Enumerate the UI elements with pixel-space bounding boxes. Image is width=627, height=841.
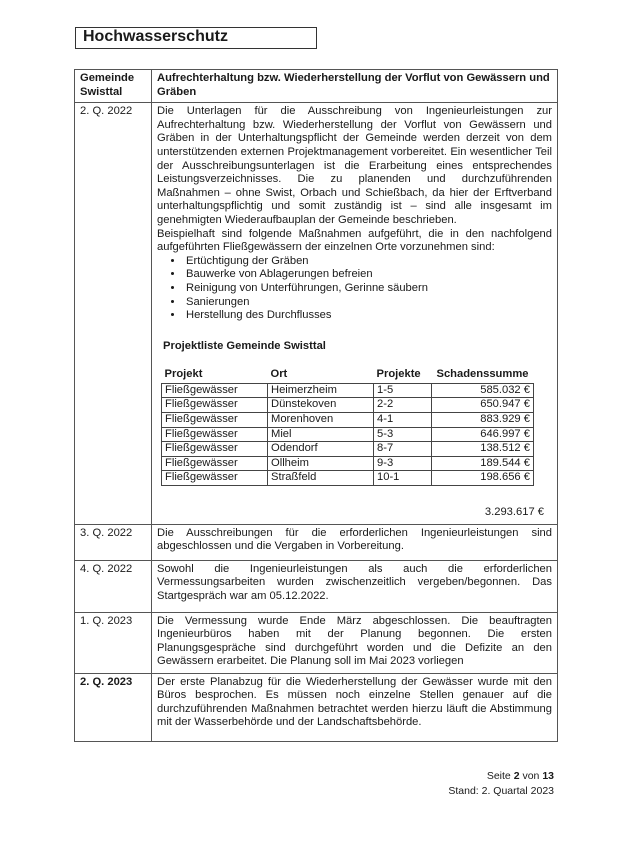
project-count: 1-5 xyxy=(374,383,432,398)
project-place: Morenhoven xyxy=(268,413,374,428)
project-damage: 650.947 € xyxy=(432,398,534,413)
project-row xyxy=(162,471,534,486)
project-damage: 585.032 € xyxy=(432,383,534,398)
project-type: Fließgewässer xyxy=(162,413,268,428)
total-damage: 3.293.617 € xyxy=(484,506,544,519)
header-municipality: Gemeinde Swisttal xyxy=(75,70,152,103)
project-col-header: Projekte xyxy=(376,368,421,381)
project-count: 4-1 xyxy=(374,413,432,428)
project-row xyxy=(162,427,534,442)
project-damage: 138.512 € xyxy=(432,442,534,457)
project-place: Straßfeld xyxy=(268,471,374,486)
table-row xyxy=(75,673,558,741)
quarter-label: 3. Q. 2022 xyxy=(75,524,152,560)
entry-cell xyxy=(152,103,558,524)
project-damage: 646.997 € xyxy=(432,427,534,442)
project-damage: 189.544 € xyxy=(432,456,534,471)
table-row xyxy=(75,524,558,560)
list-item: • Reinigung von Unterführungen, Gerinne säubern xyxy=(184,282,552,296)
project-type: Fließgewässer xyxy=(162,427,268,442)
project-row xyxy=(162,456,534,471)
page-current: 2 xyxy=(513,770,520,782)
project-type: Fließgewässer xyxy=(162,398,268,413)
project-count: 8-7 xyxy=(374,442,432,457)
project-type: Fließgewässer xyxy=(162,471,268,486)
table-row xyxy=(75,612,558,673)
table-header-row xyxy=(75,70,558,103)
project-type: Fließgewässer xyxy=(162,383,268,398)
entry-text: Sowohl die Ingenieurleistungen als auch die erforderlichen Vermessungsarbeiten wurden zwischenzeitlich vergeben/begonnen. Das Startgespräch war am 05.12.2022. xyxy=(152,560,558,612)
status-line: Stand: 2. Quartal 2023 xyxy=(448,785,554,797)
project-place: Heimerzheim xyxy=(268,383,374,398)
project-col-header: Projekt xyxy=(164,368,203,381)
project-row xyxy=(162,398,534,413)
quarter-label: 2. Q. 2023 xyxy=(75,673,152,741)
quarter-label: 1. Q. 2023 xyxy=(75,612,152,673)
quarter-label: 4. Q. 2022 xyxy=(75,560,152,612)
project-damage: 883.929 € xyxy=(432,413,534,428)
project-place: Miel xyxy=(268,427,374,442)
table-row xyxy=(75,103,558,524)
entry-text: Die Unterlagen für die Ausschreibung von Ingenieurleistungen zur Aufrechterhaltung bzw. Wiederherstellung der Vorflut von Gewässern und Gräben in der Unterhaltungspflicht der Gemeinde werden derzeit von dem unterstützenden externen Projektmanagement vorbereitet. Ein wesentlicher Teil der Ausschreibungsunterlagen ist die Erarbeitung eines entsprechendes Leistungsverzeichnisses. Die zu planenden und durchzuführenden Maßnahmen – ohne Swist, Orbach und Schießbach, da hier der Erftverband unterhaltungspflichtig und somit zuständig ist – sind alle insgesamt im genehmigten Wiederaufbauplan der Gemeinde beschrieben. xyxy=(157,105,552,226)
project-row xyxy=(162,383,534,398)
progress-table xyxy=(74,69,558,742)
entry-intro: Beispielhaft sind folgende Maßnahmen aufgeführt, die in den nachfolgend aufgeführten Fließgewässern der einzelnen Orte vorzunehmen sind: xyxy=(157,227,552,254)
project-row xyxy=(162,442,534,457)
project-count: 2-2 xyxy=(374,398,432,413)
project-col-header: Schadenssumme xyxy=(436,368,529,381)
project-place: Ollheim xyxy=(268,456,374,471)
title-box xyxy=(75,27,317,49)
page-number xyxy=(487,770,554,782)
project-type: Fließgewässer xyxy=(162,442,268,457)
project-count: 10-1 xyxy=(374,471,432,486)
header-topic: Aufrechterhaltung bzw. Wiederherstellung der Vorflut von Gewässern und Gräben xyxy=(152,70,558,103)
project-count: 9-3 xyxy=(374,456,432,471)
entry-text: Die Ausschreibungen für die erforderlichen Ingenieurleistungen sind abgeschlossen und die Vergaben in Vorbereitung. xyxy=(152,524,558,560)
project-header-row xyxy=(162,367,534,383)
list-item: • Ertüchtigung der Gräben xyxy=(184,255,552,269)
page-prefix: Seite xyxy=(486,770,514,782)
entry-text: Der erste Planabzug für die Wiederherstellung der Gewässer wurde mit den Büros besprochen. Es müssen noch einzelne Stellen genauer auf die durchzuführenden Maßnahmen betrachtet werden hierzu läuft die Abstimmung mit der Wasserbehörde und der Landschaftsbehörde. xyxy=(152,673,558,741)
project-count: 5-3 xyxy=(374,427,432,442)
list-item: • Bauwerke von Ablagerungen befreien xyxy=(184,268,552,282)
project-damage: 198.656 € xyxy=(432,471,534,486)
project-place: Dünstekoven xyxy=(268,398,374,413)
project-list-title: Projektliste Gemeinde Swisttal xyxy=(163,339,326,352)
project-col-header: Ort xyxy=(270,368,288,381)
entry-text: Die Vermessung wurde Ende März abgeschlossen. Die beauftragten Ingenieurbüros haben mit der Planung begonnen. Die ersten Planungsgespräche sind durchgeführt worden und die Defizite an den Gewässern erarbeitet. Die Planung soll im Mai 2023 vorliegen xyxy=(152,612,558,673)
page-total: 13 xyxy=(542,770,554,782)
project-row xyxy=(162,413,534,428)
measures-list xyxy=(157,255,552,323)
project-place: Odendorf xyxy=(268,442,374,457)
project-type: Fließgewässer xyxy=(162,456,268,471)
document-title: Hochwasserschutz xyxy=(83,28,228,45)
quarter-label: 2. Q. 2022 xyxy=(75,103,152,524)
page-mid: von xyxy=(519,770,543,782)
table-row xyxy=(75,560,558,612)
project-table xyxy=(161,367,534,486)
list-item: • Herstellung des Durchflusses xyxy=(184,309,552,323)
list-item: • Sanierungen xyxy=(184,296,552,310)
